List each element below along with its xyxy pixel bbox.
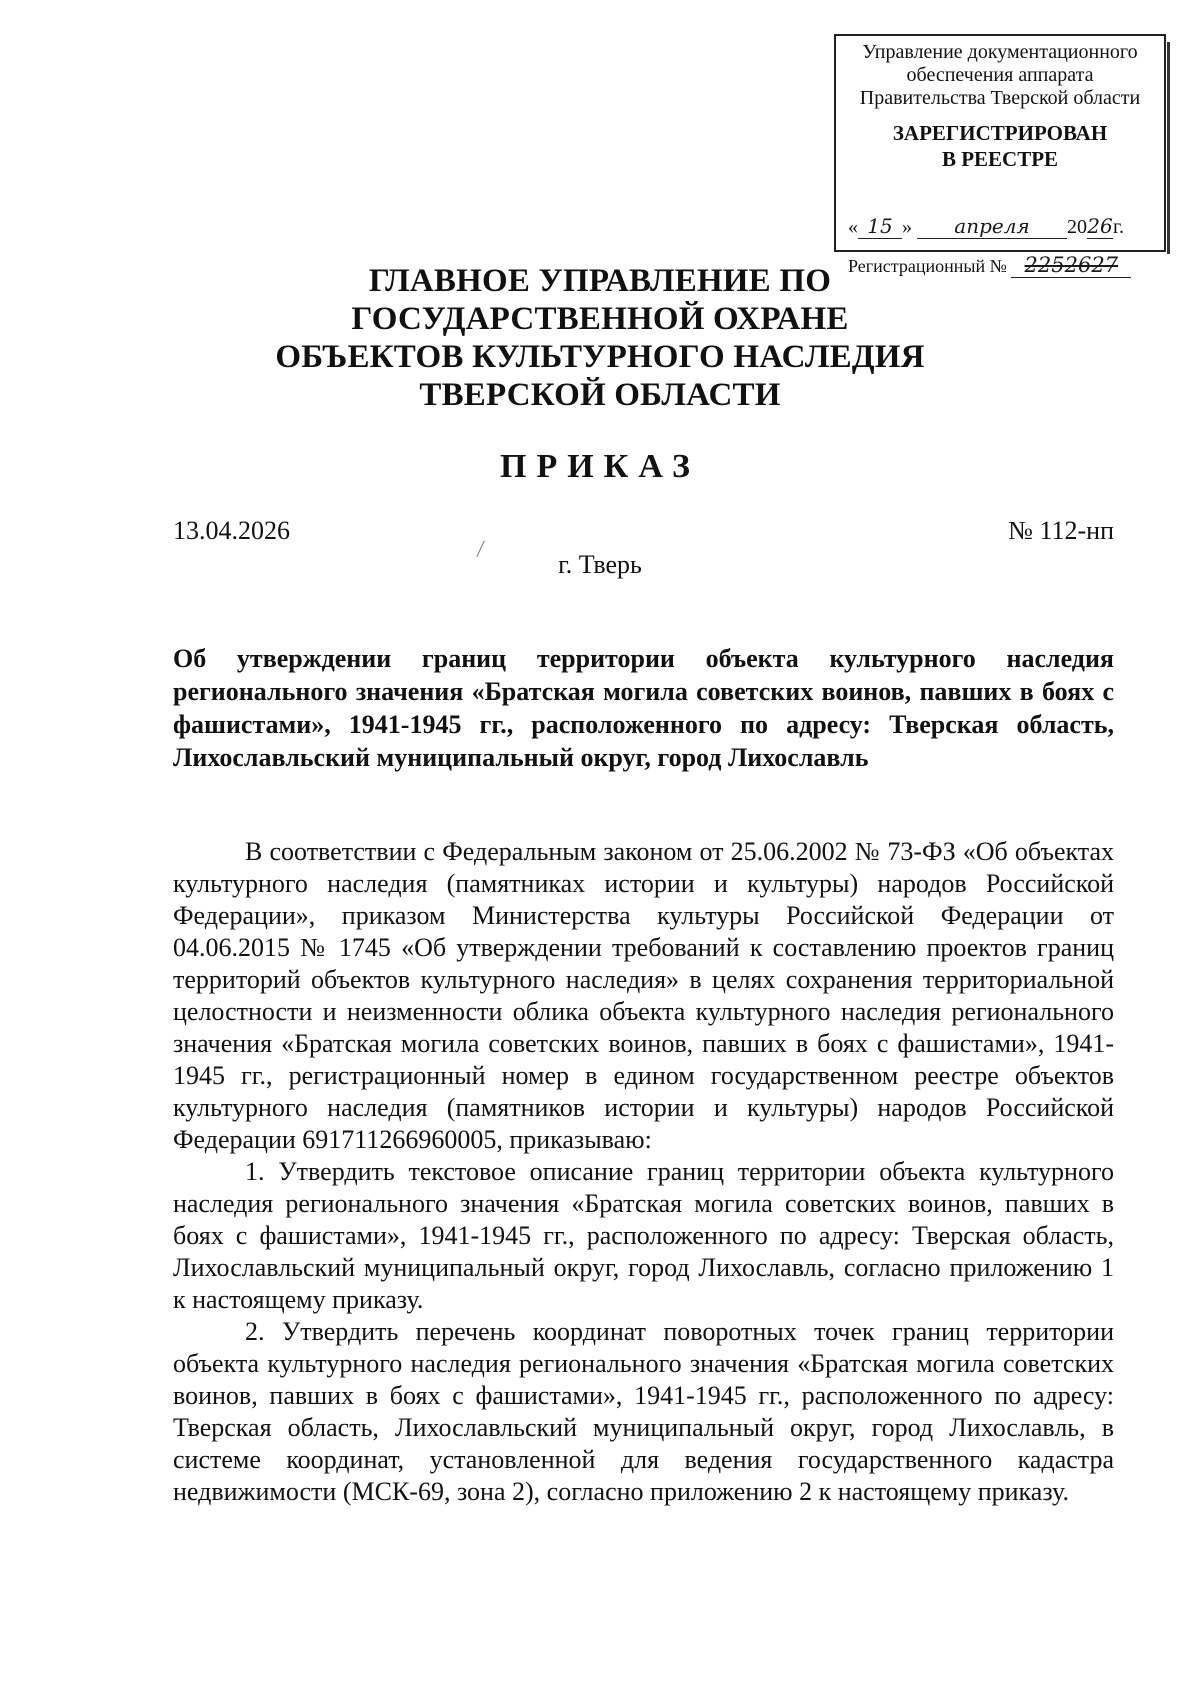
stamp-date-month: апреля [917, 214, 1067, 239]
order-title: ПРИКАЗ [500, 448, 700, 485]
stamp-registered-line: ЗАРЕГИСТРИРОВАН [892, 121, 1108, 145]
stamp-registered-line: В РЕЕСТРЕ [941, 147, 1059, 171]
order-city: г. Тверь [558, 550, 642, 579]
heading-line: ТВЕРСКОЙ ОБЛАСТИ [419, 377, 781, 413]
stamp-date-quote: » [902, 216, 912, 238]
stamp-date-year: 26 [1087, 214, 1113, 238]
stamp-registered [836, 120, 1164, 172]
order-body [173, 836, 1114, 1508]
stamp-date [848, 214, 1124, 239]
stamp-number-value: 2252627 [1011, 253, 1131, 278]
order-subject: Об утверждении границ территории объекта культурного наследия регионального значения «Братская могила советских воинов, павших в боях с фашистами», 1941-1945 гг., расположенного по адресу: Тверская область, Лихославльский муниципальный округ, город Лихославль [173, 644, 1114, 772]
body-item: 1. Утвердить текстовое описание границ территории объекта культурного наследия регионального значения «Братская могила советских воинов, павших в боях с фашистами», 1941-1945 гг., расположенного по адресу: Тверская область, Лихославльский муниципальный округ, город Лихославль, согласно приложению 1 к настоящему приказу. [173, 1157, 1114, 1314]
order-number: № 112-нп [1008, 516, 1114, 545]
stamp-org-line: Управление документационного [862, 41, 1138, 63]
stamp-date-g: г. [1113, 216, 1124, 238]
stamp-date-quote: « [848, 216, 858, 238]
order-date: 13.04.2026 [173, 516, 290, 545]
heading-line: ОБЪЕКТОВ КУЛЬТУРНОГО НАСЛЕДИЯ [275, 339, 925, 375]
heading-line: ГОСУДАРСТВЕННОЙ ОХРАНЕ [351, 301, 849, 337]
body-item: 2. Утвердить перечень координат поворотных точек границ территории объекта культурного наследия регионального значения «Братская могила советских воинов, павших в боях с фашистами», 1941-1945 гг., расположенного по адресу: Тверская область, Лихославльский муниципальный округ, город Лихославль, в системе координат, установленной для ведения государственного кадастра недвижимости (МСК-69, зона 2), согласно приложению 2 к настоящему приказу. [173, 1317, 1114, 1506]
stamp-date-year-prefix: 20 [1067, 216, 1087, 238]
stamp-org-line: Правительства Тверской области [859, 87, 1141, 109]
stamp-date-day: 15 [858, 214, 902, 239]
agency-heading [0, 262, 1200, 414]
stamp-org-line: обеспечения аппарата [906, 64, 1094, 86]
heading-line: ГЛАВНОЕ УПРАВЛЕНИЕ ПО [368, 263, 832, 299]
stamp-organization [836, 41, 1164, 110]
stamp-number-label: Регистрационный № [848, 256, 1007, 276]
body-preamble: В соответствии с Федеральным законом от 25.06.2002 № 73-ФЗ «Об объектах культурного наследия (памятниках истории и культуры) народов Российской Федерации», приказом Министерства культуры Российской Федерации от 04.06.2015 № 1745 «Об утверждении требований к составлению проектов границ территорий объектов культурного наследия» в целях сохранения территориальной целостности и неизменности облика объекта культурного наследия регионального значения «Братская могила советских воинов, павших в боях с фашистами», 1941-1945 гг., регистрационный номер в едином государственном реестре объектов культурного наследия (памятников истории и культуры) народов Российской Федерации 691711266960005, приказываю: [173, 837, 1114, 1154]
registration-stamp [834, 34, 1166, 277]
